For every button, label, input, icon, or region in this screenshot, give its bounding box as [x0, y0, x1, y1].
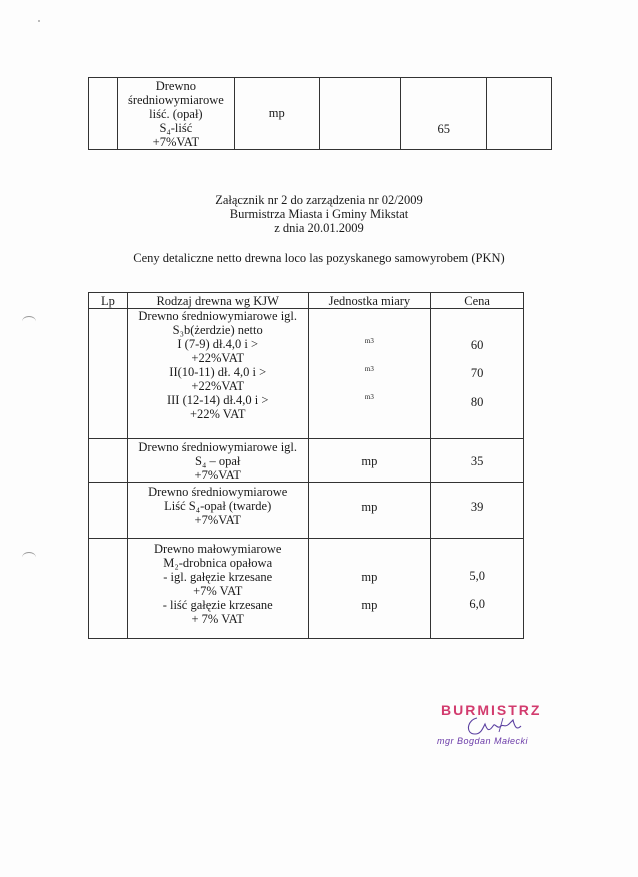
kind-line: +22%VAT	[191, 379, 245, 393]
lp-cell	[89, 78, 118, 150]
table-row	[89, 539, 524, 639]
price-value: 5,0	[469, 569, 485, 583]
header-kind: Rodzaj drewna wg KJW	[127, 293, 308, 309]
kind-line: Drewno małowymiarowe	[154, 542, 282, 556]
kind-cell	[127, 483, 308, 539]
unit-value: mp	[268, 106, 285, 120]
kind-cell	[127, 539, 308, 639]
unit-cell	[308, 309, 431, 439]
kind-line: II(10-11) dł. 4,0 i >	[169, 365, 267, 379]
annex-title: Załącznik nr 2 do zarządzenia nr 02/2009	[215, 193, 423, 207]
issuer-line: Burmistrza Miasta i Gminy Mikstat	[229, 207, 409, 221]
table-row	[89, 483, 524, 539]
signature-icon	[463, 714, 533, 738]
kind-line: S₄-liść	[159, 120, 193, 135]
price-value: 70	[470, 366, 484, 380]
price-value: 6,0	[469, 597, 485, 611]
kind-line: Drewno średniowymiarowe igl.	[138, 309, 298, 323]
lp-cell	[89, 539, 128, 639]
date-line: z dnia 20.01.2009	[274, 221, 364, 235]
table-row	[89, 78, 552, 150]
unit-value: mp	[361, 453, 378, 468]
kind-line: liść. (opał)	[149, 106, 203, 121]
kind-line: średniowymiarowe	[127, 92, 224, 107]
price-cell	[431, 309, 524, 439]
table-row	[89, 439, 524, 483]
price-value: 60	[470, 338, 484, 352]
kind-line: +7%VAT	[152, 134, 200, 149]
kind-line: III (12-14) dł.4,0 i >	[166, 393, 269, 407]
price-cell	[401, 78, 487, 150]
kind-line: +22% VAT	[189, 407, 246, 421]
unit-value: m3	[364, 365, 374, 373]
unit-value: mp	[361, 500, 378, 514]
mayor-stamp	[425, 700, 555, 760]
stamp-title: BURMISTRZ	[441, 702, 542, 718]
continued-table	[88, 77, 552, 150]
unit-value: m3	[364, 337, 374, 345]
lp-cell	[89, 439, 128, 483]
unit-cell	[234, 78, 319, 150]
price-cell	[431, 439, 524, 483]
scan-speck	[38, 20, 40, 22]
kind-cell	[127, 439, 308, 483]
price-value: 35	[470, 453, 484, 468]
table-row	[89, 309, 524, 439]
kind-line: Liść S₄-opał (twarde)	[164, 499, 272, 513]
price-table	[88, 292, 524, 639]
document-title: Ceny detaliczne netto drewna loco las pozyskanego samowyrobem (PKN)	[133, 251, 505, 265]
kind-line: Drewno średniowymiarowe	[148, 485, 288, 499]
header-unit: Jednostka miary	[308, 293, 431, 309]
kind-line: S₃b(żerdzie) netto	[172, 323, 263, 337]
lp-cell	[89, 483, 128, 539]
empty-cell	[319, 78, 401, 150]
empty-cell	[487, 78, 552, 150]
kind-cell	[117, 78, 234, 150]
stamp-name: mgr Bogdan Małecki	[437, 736, 529, 746]
kind-line: +7%VAT	[194, 513, 241, 527]
header-lp: Lp	[89, 293, 128, 309]
kind-line: I (7-9) dł.4,0 i >	[177, 337, 259, 351]
kind-cell	[127, 309, 308, 439]
kind-line: M₂-drobnica opałowa	[163, 556, 273, 570]
unit-cell	[308, 483, 431, 539]
kind-line: +22%VAT	[191, 351, 245, 365]
header-price: Cena	[431, 293, 524, 309]
unit-value: mp	[361, 570, 378, 584]
table-header-row	[89, 293, 524, 309]
kind-line: + 7% VAT	[191, 612, 244, 626]
lp-cell	[89, 309, 128, 439]
price-cell	[431, 539, 524, 639]
kind-line: +7% VAT	[193, 584, 243, 598]
kind-line: - igl. gałęzie krzesane	[163, 570, 273, 584]
kind-line: - liść gałęzie krzesane	[162, 598, 273, 612]
price-value: 65	[437, 122, 451, 136]
unit-value: mp	[361, 598, 378, 612]
kind-line: Drewno średniowymiarowe igl.	[138, 439, 298, 454]
kind-line: Drewno	[155, 78, 196, 93]
punch-hole-mark	[22, 316, 36, 327]
price-value: 39	[470, 500, 484, 514]
price-cell	[431, 483, 524, 539]
price-value: 80	[470, 395, 484, 409]
kind-line: S₄ – opał	[195, 453, 241, 468]
punch-hole-mark	[22, 552, 36, 563]
unit-value: m3	[364, 393, 374, 401]
unit-cell	[308, 539, 431, 639]
kind-line: +7%VAT	[194, 467, 241, 482]
unit-cell	[308, 439, 431, 483]
